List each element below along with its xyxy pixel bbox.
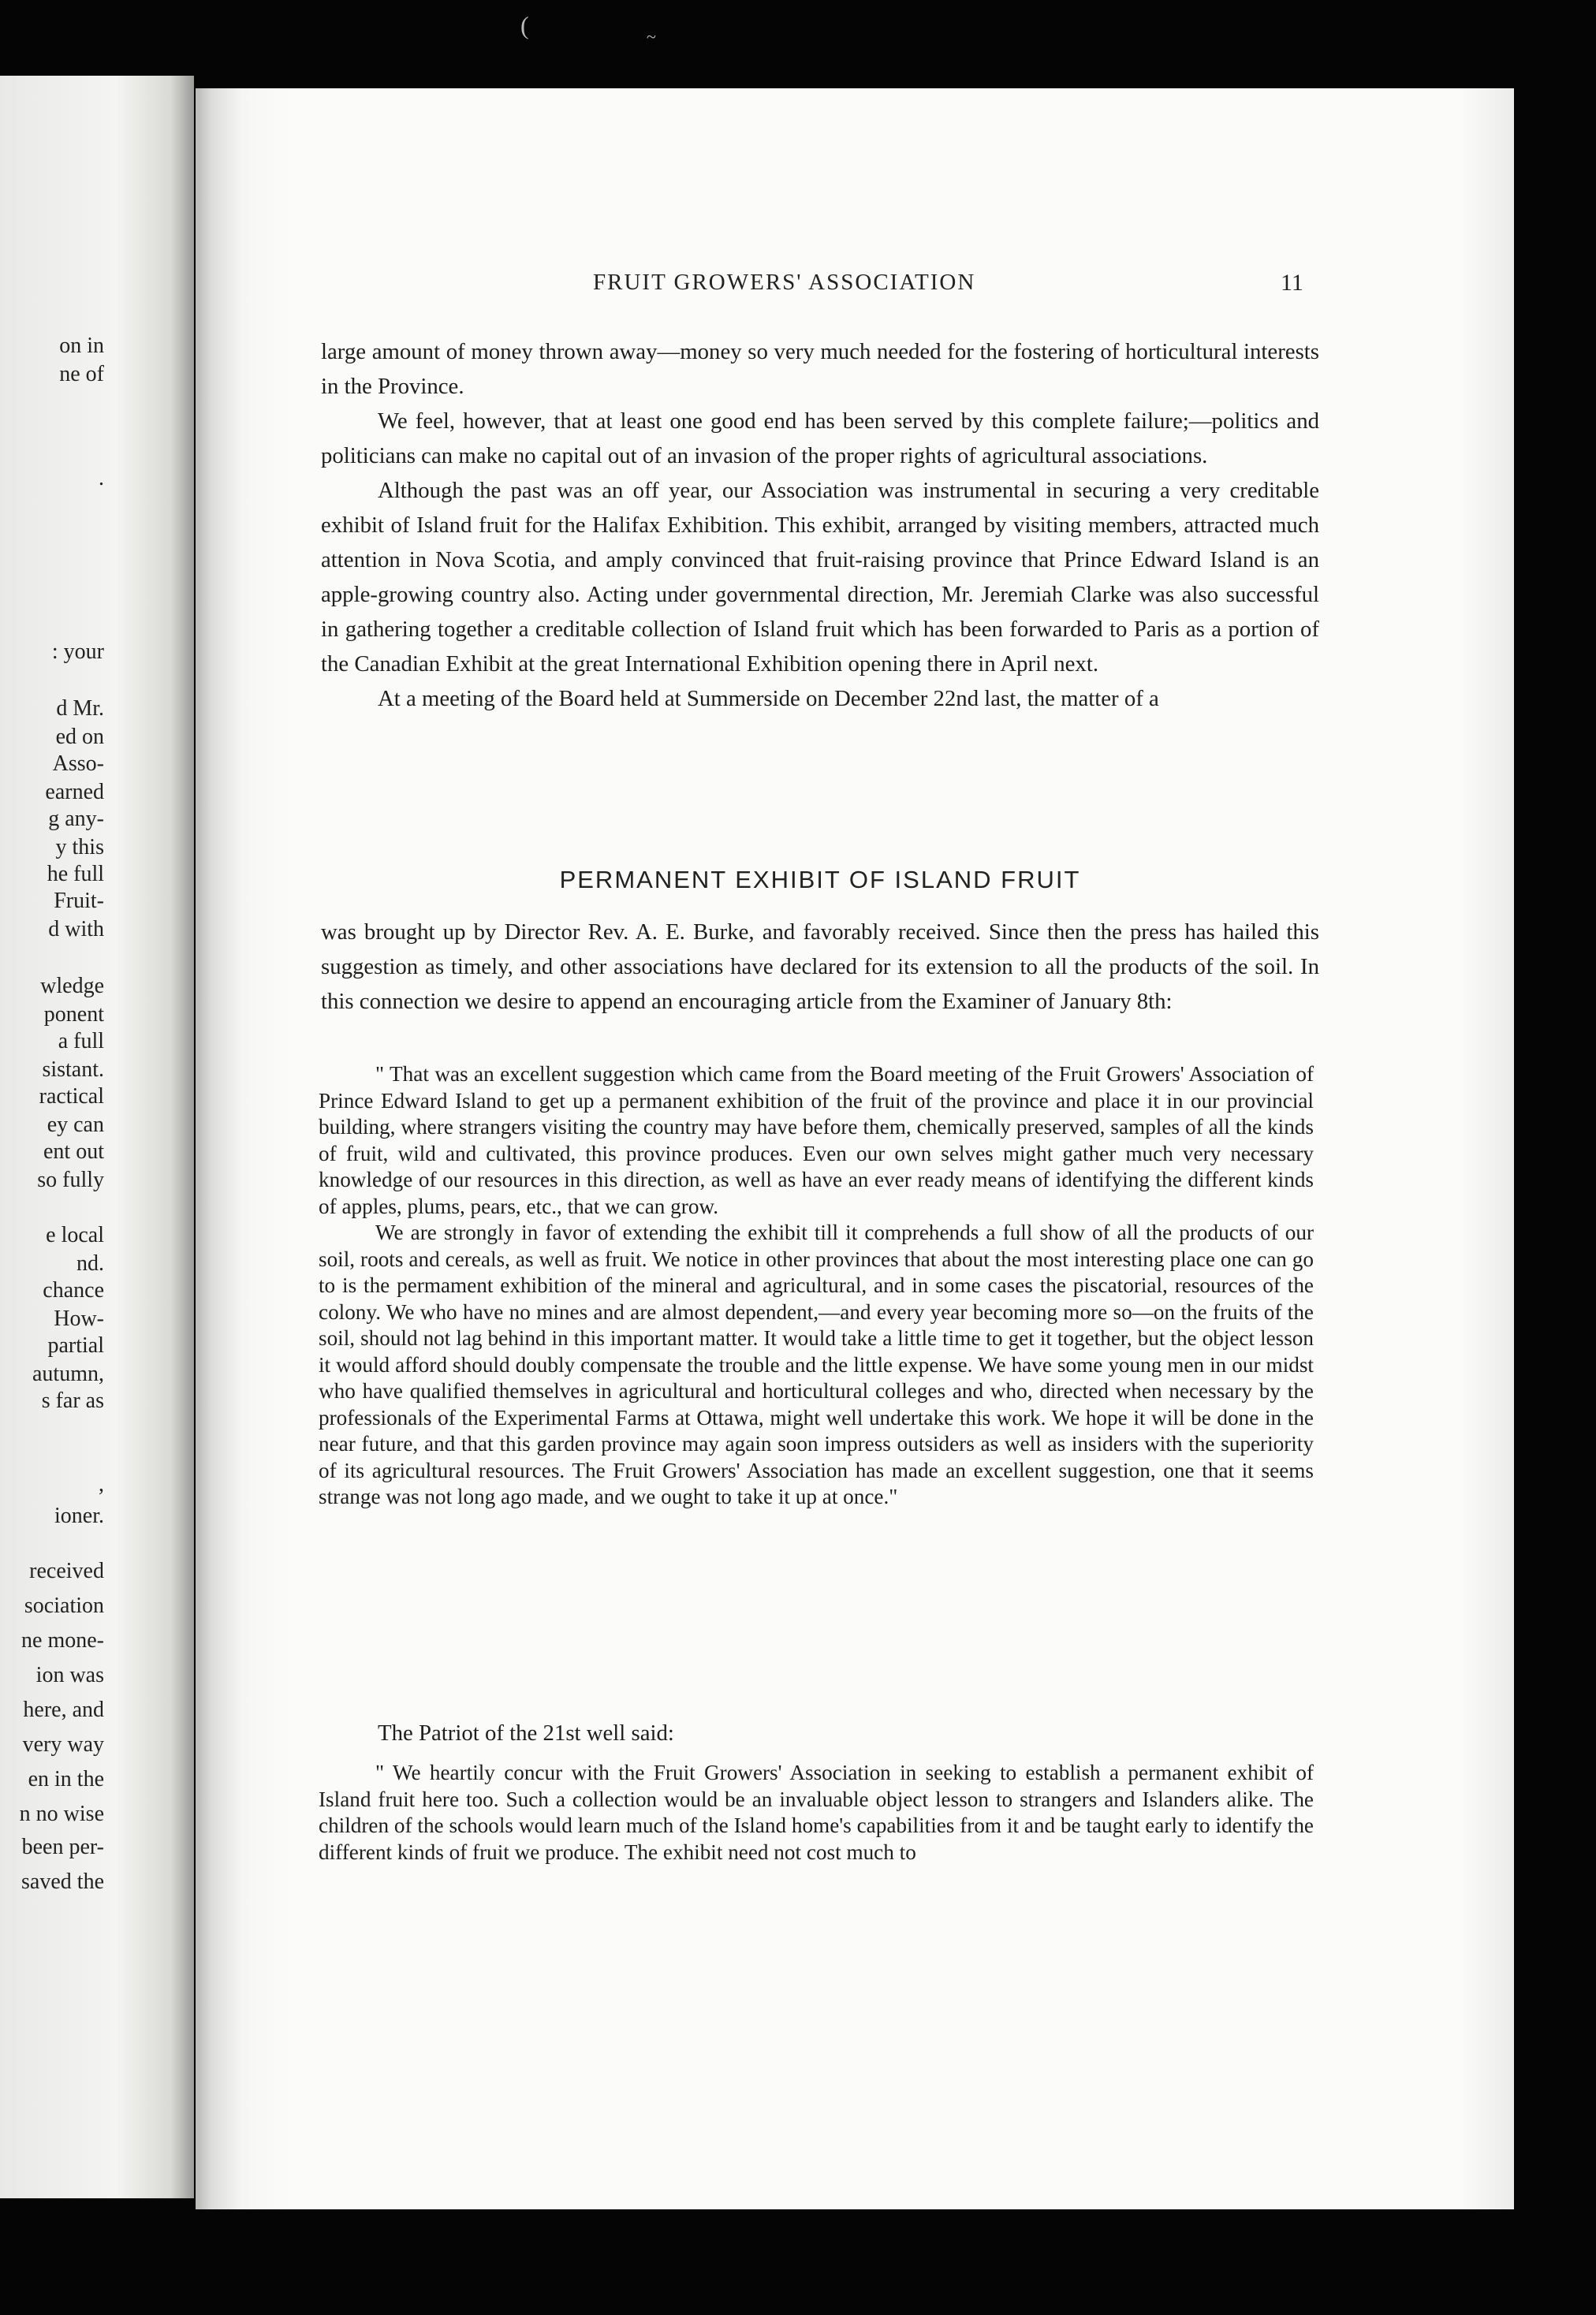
facing-page-line: been per- (21, 1835, 104, 1859)
paragraph: large amount of money thrown away—money so very much needed for the fostering of horticultural interests in the Province. (321, 339, 1319, 399)
facing-page-line: sociation (24, 1594, 104, 1618)
facing-page-line: en in the (28, 1767, 104, 1791)
scan-speck: ( (520, 11, 529, 39)
facing-page-line: very way (22, 1732, 104, 1757)
quote-paragraph: " That was an excellent suggestion which came from the Board meeting of the Fruit Growers' Association of Prince Edward Island to get up a permanent exhibition of the fruit of the province and place it in our provincial building, where strangers visiting the country may have before them, chemically preserved, samples of all the kinds of fruit, wild and cultivated, this province produces. Even our own selves might gather much very necessary knowledge of our resources in this direction, as well as have an ever ready means of identifying the different kinds of apples, plums, pears, etc., that we can grow. (319, 1062, 1314, 1218)
facing-page-line: ey can (47, 1113, 104, 1137)
facing-page-line: nd. (76, 1251, 104, 1276)
facing-page (0, 76, 194, 2198)
quote-paragraph: " We heartily concur with the Fruit Growers' Association in seeking to establish a permanent exhibit of Island fruit here too. Such a collection would be an invaluable object lesson to strangers and Islanders alike. The children of the schools would learn much of the Island home's capabilities from it and be taught early to identify the different kinds of fruit we produce. The exhibit need not cost much to (319, 1761, 1314, 1864)
facing-page-line: : your (51, 639, 104, 664)
section-heading: PERMANENT EXHIBIT OF ISLAND FRUIT (559, 866, 1081, 893)
facing-page-line: received (29, 1559, 104, 1583)
facing-page-line: ponent (43, 1002, 104, 1027)
patriot-intro-section (321, 1716, 1319, 1750)
examiner-quote (319, 1061, 1314, 1511)
paragraph: We feel, however, that at least one good end has been served by this complete failure;—politics and politicians can make no capital out of an invasion of the proper rights of agricultural associations. (321, 408, 1319, 468)
facing-page-line: a full (58, 1029, 104, 1053)
facing-page-line: autumn, (32, 1362, 104, 1386)
facing-page-line: Fruit- (54, 889, 104, 913)
page-number: 11 (1281, 270, 1303, 296)
facing-page-line: d Mr. (56, 696, 104, 721)
facing-page-line: g any- (48, 807, 104, 831)
facing-page-line: saved the (21, 1870, 104, 1894)
paragraph: The Patriot of the 21st well said: (378, 1720, 674, 1746)
facing-page-line: ion was (35, 1663, 104, 1687)
facing-page-line: d with (48, 917, 104, 941)
facing-page-line: earned (45, 780, 104, 804)
facing-page-text (0, 76, 194, 2198)
scan-speck: ~ (647, 27, 656, 47)
facing-page-line: n no wise (19, 1802, 104, 1826)
after-heading-section (321, 915, 1319, 1019)
paragraph: At a meeting of the Board held at Summerside on December 22nd last, the matter of a (378, 686, 1159, 711)
patriot-quote (319, 1760, 1314, 1866)
facing-page-line: e local (46, 1223, 104, 1247)
facing-page-line: , (99, 1472, 104, 1497)
intro-section (321, 334, 1319, 716)
facing-page-line: sistant. (42, 1057, 104, 1082)
facing-page-line: so fully (37, 1168, 104, 1192)
facing-page-line: ent out (43, 1139, 104, 1164)
facing-page-line: ne of (59, 362, 104, 386)
paragraph: Although the past was an off year, our Association was instrumental in securing a very creditable exhibit of Island fruit for the Halifax Exhibition. This exhibit, arranged by visiting members, attracted much attention in Nova Scotia, and amply convinced that fruit-raising province that Prince Edward Island is an apple-growing country also. Acting under governmental direction, Mr. Jeremiah Clarke was also successful in gathering together a creditable collection of Island fruit which has been forwarded to Paris as a portion of the Canadian Exhibit at the great International Exhibition opening there in April next. (321, 478, 1319, 677)
facing-page-line: ne mone- (21, 1628, 104, 1653)
facing-page-line: ioner. (54, 1504, 104, 1528)
quote-paragraph: We are strongly in favor of extending the exhibit till it comprehends a full show of all the products of our soil, roots and cereals, as well as fruit. We notice in other provinces that about the most interesting place one can go to is the permament exhibition of the mineral and agricultural, and in some cases the piscatorial, resources of the colony. We who have no mines and are almost dependent,—and every year becoming more so—on the fruits of the soil, should not lag behind in this important matter. It would take a little time to get it together, but the object lesson it would afford should doubly compensate the trouble and the little expense. We have some young men in our midst who have qualified themselves in agricultural and horticultural colleges and who, directed when necessary by the professionals of the Experimental Farms at Ottawa, might well undertake this work. We hope it will be done in the near future, and that this garden province may again soon impress outsiders as well as insiders with the superiority of its agricultural resources. The Fruit Growers' Association has made an excellent suggestion, one that it seems strange was not long ago made, and we ought to take it up at once." (319, 1221, 1314, 1508)
facing-page-line: here, and (23, 1698, 104, 1722)
facing-page-line: chance (43, 1278, 104, 1303)
facing-page-line: . (99, 466, 104, 490)
facing-page-line: he full (47, 862, 104, 886)
facing-page-line: partial (47, 1333, 104, 1358)
facing-page-line: How- (54, 1307, 104, 1331)
facing-page-line: ractical (39, 1084, 104, 1109)
facing-page-line: s far as (41, 1389, 104, 1413)
facing-page-line: Asso- (52, 751, 104, 776)
facing-page-line: wledge (40, 974, 104, 998)
paragraph: was brought up by Director Rev. A. E. Burke, and favorably received. Since then the press has hailed this suggestion as timely, and other associations have declared for its extension to all the products of the soil. In this connection we desire to append an encouraging article from the Examiner of January 8th: (321, 919, 1319, 1014)
facing-page-line: y this (55, 835, 104, 859)
facing-page-line: ed on (55, 725, 104, 749)
facing-page-line: on in (59, 334, 104, 358)
running-head: FRUIT GROWERS' ASSOCIATION (593, 270, 976, 295)
